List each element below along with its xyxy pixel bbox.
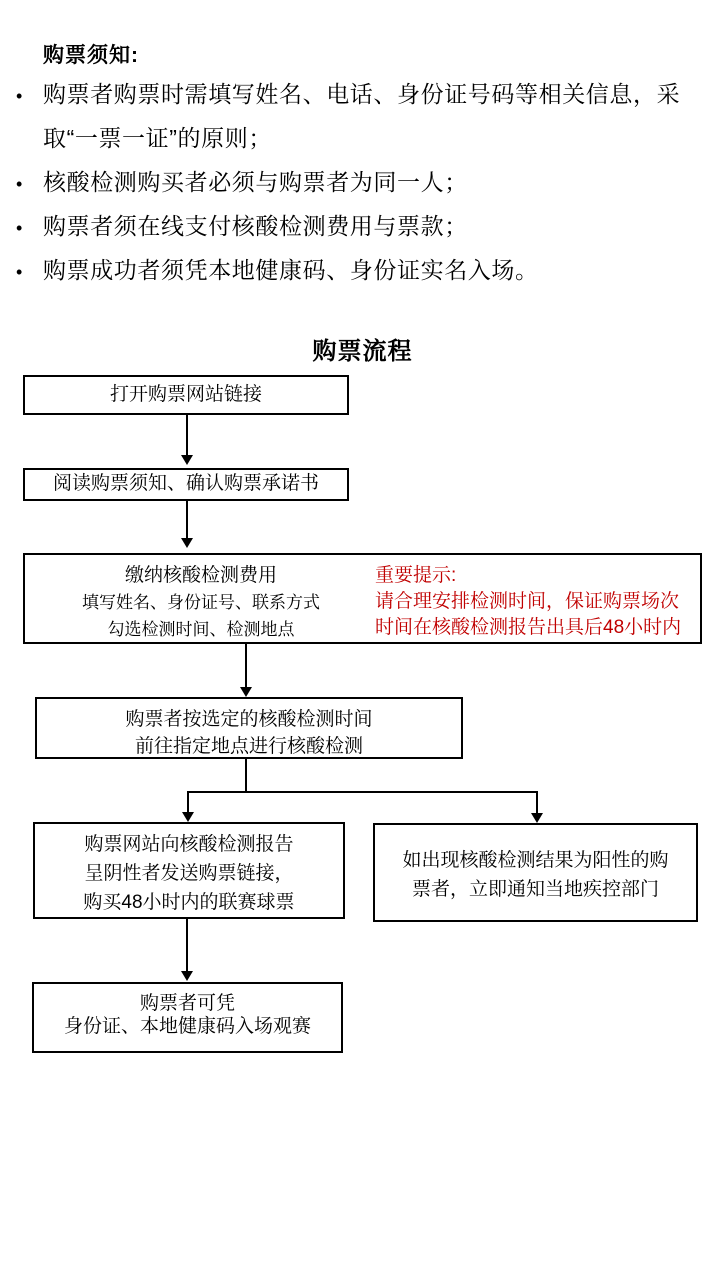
bullet-icon: • [16,262,23,282]
negative-result-line-1: 购票网站向核酸检测报告 [84,834,294,855]
notice-heading: 购票须知: [43,44,139,67]
pay-fee-details [25,563,377,643]
arrow-down-icon [181,538,193,548]
flow-node-take-test [35,697,463,759]
flow-node-read-notice-label: 阅读购票须知、确认购票承诺书 [52,473,319,494]
connector-line [187,791,538,793]
flow-node-positive-result [373,823,698,922]
arrow-down-icon [181,455,193,465]
arrow-down-icon [240,687,252,697]
notice-bullet-3: 购票者须在线支付核酸检测费用与票款； [43,213,468,239]
bullet-icon: • [16,86,23,106]
take-test-line-2: 前往指定地点进行核酸检测 [134,736,363,757]
arrow-down-icon [182,812,194,822]
flowchart-title: 购票流程 [312,338,413,365]
negative-result-line-2: 呈阴性者发送购票链接， [84,863,294,884]
connector-line [536,791,538,815]
bullet-icon: • [16,174,23,194]
flow-node-entry [32,982,343,1053]
entry-line-1: 购票者可凭 [139,993,235,1014]
entry-line-2: 身份证、本地健康码入场观赛 [63,1016,311,1037]
pay-fee-title: 缴纳核酸检测费用 [124,565,277,586]
take-test-line-1: 购票者按选定的核酸检测时间 [125,709,373,730]
important-tip-line-3: 时间在核酸检测报告出具后48小时内 [375,617,682,638]
important-tip-heading: 重要提示: [375,565,457,586]
notice-bullet-1-line-1: 购票者购票时需填写姓名、电话、身份证号码等相关信息，采 [43,81,681,107]
connector-line [186,415,188,456]
connector-line [245,759,247,793]
important-tip [375,563,701,641]
connector-line [245,644,247,688]
flow-node-read-notice [23,468,349,501]
bullet-icon: • [16,218,23,238]
positive-result-line-2: 票者，立即通知当地疾控部门 [411,879,659,900]
pay-fee-line-3: 勾选检测时间、检测地点 [107,620,295,639]
pay-fee-line-2: 填写姓名、身份证号、联系方式 [82,593,320,612]
connector-line [186,501,188,539]
negative-result-line-3: 购买48小时内的联赛球票 [83,892,295,913]
flow-node-open-site-label: 打开购票网站链接 [109,384,262,405]
notice-bullet-2: 核酸检测购买者必须与购票者为同一人； [43,169,468,195]
positive-result-line-1: 如出现核酸检测结果为阳性的购 [402,850,669,871]
flow-node-negative-result [33,822,345,919]
flow-node-pay-fee [23,553,702,644]
connector-line [186,919,188,972]
flow-node-open-site [23,375,349,415]
arrow-down-icon [531,813,543,823]
arrow-down-icon [181,971,193,981]
notice-bullet-1-line-2: 取“一票一证”的原则； [43,125,272,151]
notice-bullet-4: 购票成功者须凭本地健康码、身份证实名入场。 [43,257,539,283]
connector-line [187,791,189,814]
important-tip-line-2: 请合理安排检测时间，保证购票场次 [375,591,680,612]
